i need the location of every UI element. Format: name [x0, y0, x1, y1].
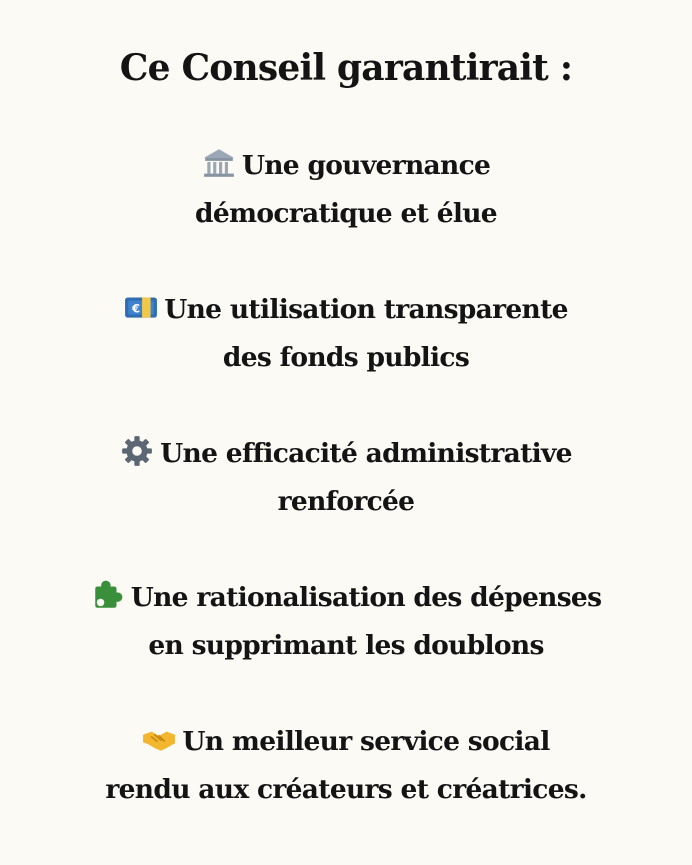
- euro-banknote-icon: [124, 290, 158, 324]
- benefit-item-rationalisation: [0, 574, 692, 670]
- benefit-text-line1: Une rationalisation des dépenses: [130, 582, 602, 613]
- handshake-icon: [142, 722, 176, 756]
- benefit-text-line2: des fonds publics: [222, 342, 470, 373]
- benefit-item-governance: [0, 142, 692, 238]
- svg-text:€: €: [132, 301, 140, 316]
- benefit-item-transparency: [0, 286, 692, 382]
- benefit-text-line1: Un meilleur service social: [182, 726, 550, 757]
- benefit-text-line2: en supprimant les doublons: [148, 630, 544, 661]
- gear-icon: [120, 434, 154, 468]
- benefit-text-line2: rendu aux créateurs et créatrices.: [105, 774, 587, 805]
- benefit-line-1: [0, 430, 692, 478]
- benefit-text-line1: Une utilisation transparente: [164, 294, 568, 325]
- benefit-text-line2: démocratique et élue: [195, 198, 497, 229]
- classical-building-icon: [202, 146, 236, 180]
- benefit-item-efficiency: [0, 430, 692, 526]
- benefit-line-1: [0, 718, 692, 766]
- benefit-line-1: [0, 142, 692, 190]
- benefit-line-1: [0, 286, 692, 334]
- benefit-text-line2: renforcée: [277, 486, 415, 517]
- benefit-item-social-service: [0, 718, 692, 814]
- page-title: Ce Conseil garantirait :: [119, 47, 573, 89]
- benefit-line-1: [0, 574, 692, 622]
- benefit-text-line1: Une gouvernance: [241, 150, 491, 181]
- puzzle-piece-icon: [91, 578, 125, 612]
- benefit-text-line1: Une efficacité administrative: [160, 438, 572, 469]
